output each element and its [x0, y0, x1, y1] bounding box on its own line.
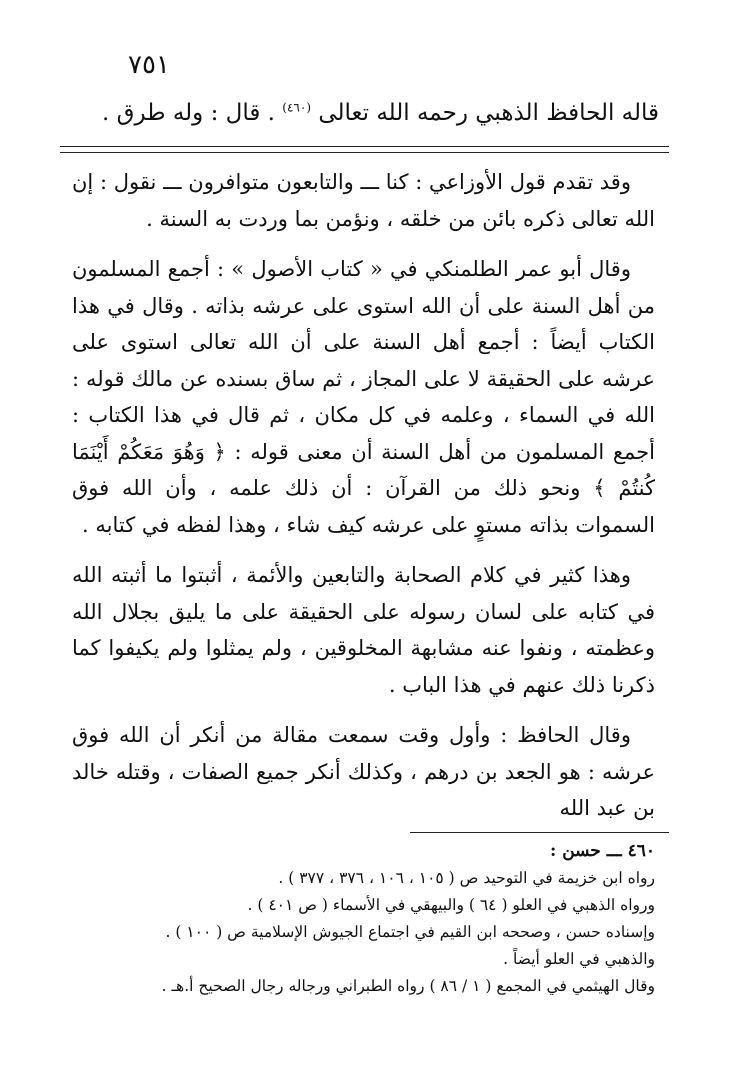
paragraph: وقد تقدم قول الأوزاعي : كنا ـــ والتابعون متوافرون ـــ نقول : إن الله تعالى ذكره بائن من خلقه ، ونؤمن بما وردت به السنة .: [72, 170, 655, 231]
header-divider: [60, 146, 669, 153]
footnote-line: وقال الهيثمي في المجمع ( ١ / ٨٦ ) رواه الطبراني ورجاله رجال الصحيح أ.هـ .: [161, 977, 655, 995]
footnote-title: ٤٦٠ ـــ حسن :: [550, 841, 655, 861]
footnote-reference[interactable]: (٤٦٠): [282, 100, 312, 115]
paragraph: وقال أبو عمر الطلمنكي في « كتاب الأصول » : أجمع المسلمون من أهل السنة على أن الله استوى على عرشه بذاته . وقال في هذا الكتاب أيضاً : أجمع أهل السنة على أن الله تعالى استوى على عرشه على الحقيقة لا على المجاز ، ثم ساق بسنده عن مالك قوله : الله في السماء ، وعلمه في كل مكان ، ثم قال في هذا الكتاب : أجمع المسلمون من أهل السنة أن معنى قوله : ﴿ وَهُوَ مَعَكُمْ أَيْنَمَا كُنتُمْ ﴾ ونحو ذلك من القرآن : أن ذلك علمه ، وأن الله فوق السموات بذاته مستوٍ على عرشه كيف شاء ، وهذا لفظه في كتابه .: [72, 257, 655, 537]
footnote-line: والذهبي في العلو أيضاً .: [503, 950, 655, 968]
footnote-line: وإسناده حسن ، وصححه ابن القيم في اجتماع الجيوش الإسلامية ص ( ١٠٠ ) .: [165, 923, 655, 941]
page-number: ٧٥١: [128, 50, 170, 80]
main-text: [72, 164, 655, 827]
footnotes: [62, 838, 655, 1000]
header-text-after: . قال : وله طرق .: [102, 100, 275, 126]
paragraph: وهذا كثير في كلام الصحابة والتابعين والأئمة ، أثبتوا ما أثبته الله في كتابه على لسان رسوله على الحقيقة على ما يليق بجلال الله وعظمته ، ونفوا عنه مشابهة المخلوقين ، ولم يمثلوا ولم يكيفوا كما ذكرنا ذلك عنهم في هذا الباب .: [72, 563, 655, 697]
footnote-divider: [410, 832, 669, 833]
footnote-line: ورواه الذهبي في العلو ( ٦٤ ) والبيهقي في الأسماء ( ص ٤٠١ ) .: [247, 896, 655, 914]
footnote-line: رواه ابن خزيمة في التوحيد ص ( ١٠٥ ، ١٠٦ ، ٣٧٦ ، ٣٧٧ ) .: [278, 869, 655, 887]
paragraph: وقال الحافظ : وأول وقت سمعت مقالة من أنكر أن الله فوق عرشه : هو الجعد بن درهم ، وكذلك أنكر جميع الصفات ، وقتله خالد بن عبد الله: [72, 723, 655, 820]
header-text-before: قاله الحافظ الذهبي رحمه الله تعالى: [318, 100, 659, 126]
header-line: [60, 96, 659, 130]
